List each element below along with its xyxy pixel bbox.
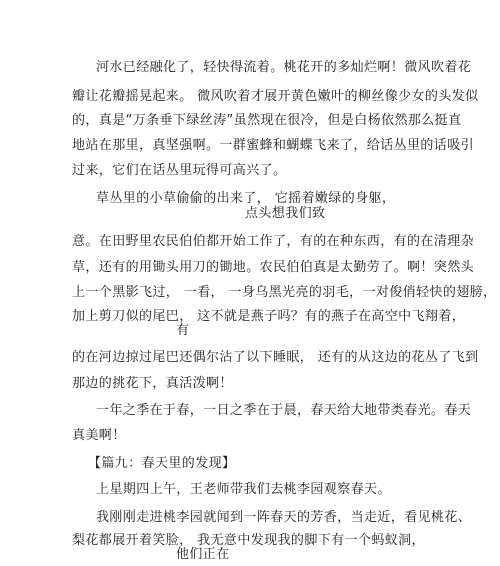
text-line: 有: [176, 323, 190, 338]
text-line: 河水已经融化了，轻快得流着。桃花开的多灿烂啊！微风吹着花: [96, 60, 472, 75]
text-line: 一年之季在于春，一日之季在于晨，春天给大地带类春光。春天: [96, 403, 472, 418]
text-line: 我刚刚走进桃李园就闻到一阵春天的芳香，当走近，看见桃花、: [96, 510, 472, 525]
text-line: 梨花都展开着笑脸， 我无意中发现我的脚下有一个蚂蚁洞，: [72, 533, 425, 548]
text-line: 上星期四上午，王老师带我们去桃李园观察春天。: [96, 482, 391, 497]
text-line: 那边的挑花下，真活泼啊！: [72, 376, 233, 391]
text-line: 点头想我们致: [245, 206, 326, 221]
text-line: 草，还有的用锄头用刀的锄地。农民伯伯真是太勤劳了。啊！突然头: [72, 260, 475, 275]
text-line: 上一个黑影飞过， 一看， 一身乌黑光亮的羽毛，一对俊俏轻快的翅膀，: [72, 285, 497, 300]
text-line: 地站在那里，真坚强啊。一群蜜蜂和蝴蝶飞来了，给话丛里的话吸引: [72, 138, 475, 153]
section-heading: 【篇九：春天里的发现】: [88, 456, 236, 471]
text-line: 过来，它们在话丛里玩得可高兴了。: [72, 163, 287, 178]
text-line: 的，真是“万条垂下绿丝涛”虽然现在很冷，但是白杨依然那么挺直: [72, 113, 462, 128]
text-line: 意。在田野里农民伯伯都开始工作了，有的在种东西，有的在清理杂: [72, 234, 475, 249]
text-line: 的在河边掠过尾巴还偶尔沾了以下睡眠， 还有的从这边的花丛了飞到: [72, 350, 479, 365]
text-line: 真美啊！: [72, 428, 126, 443]
text-line: 草丛里的小草偷偷的出来了， 它摇着嫩绿的身躯，: [96, 191, 396, 206]
text-line: 加上剪刀似的尾巴， 这不就是燕子吗？有的燕子在高空中飞翔着，: [72, 309, 466, 324]
text-line: 瓣让花瓣摇晃起来。 微风吹着才展开黄色嫩叶的柳丝像少女的头发似: [72, 89, 479, 104]
text-line: 他们正在: [176, 547, 230, 562]
